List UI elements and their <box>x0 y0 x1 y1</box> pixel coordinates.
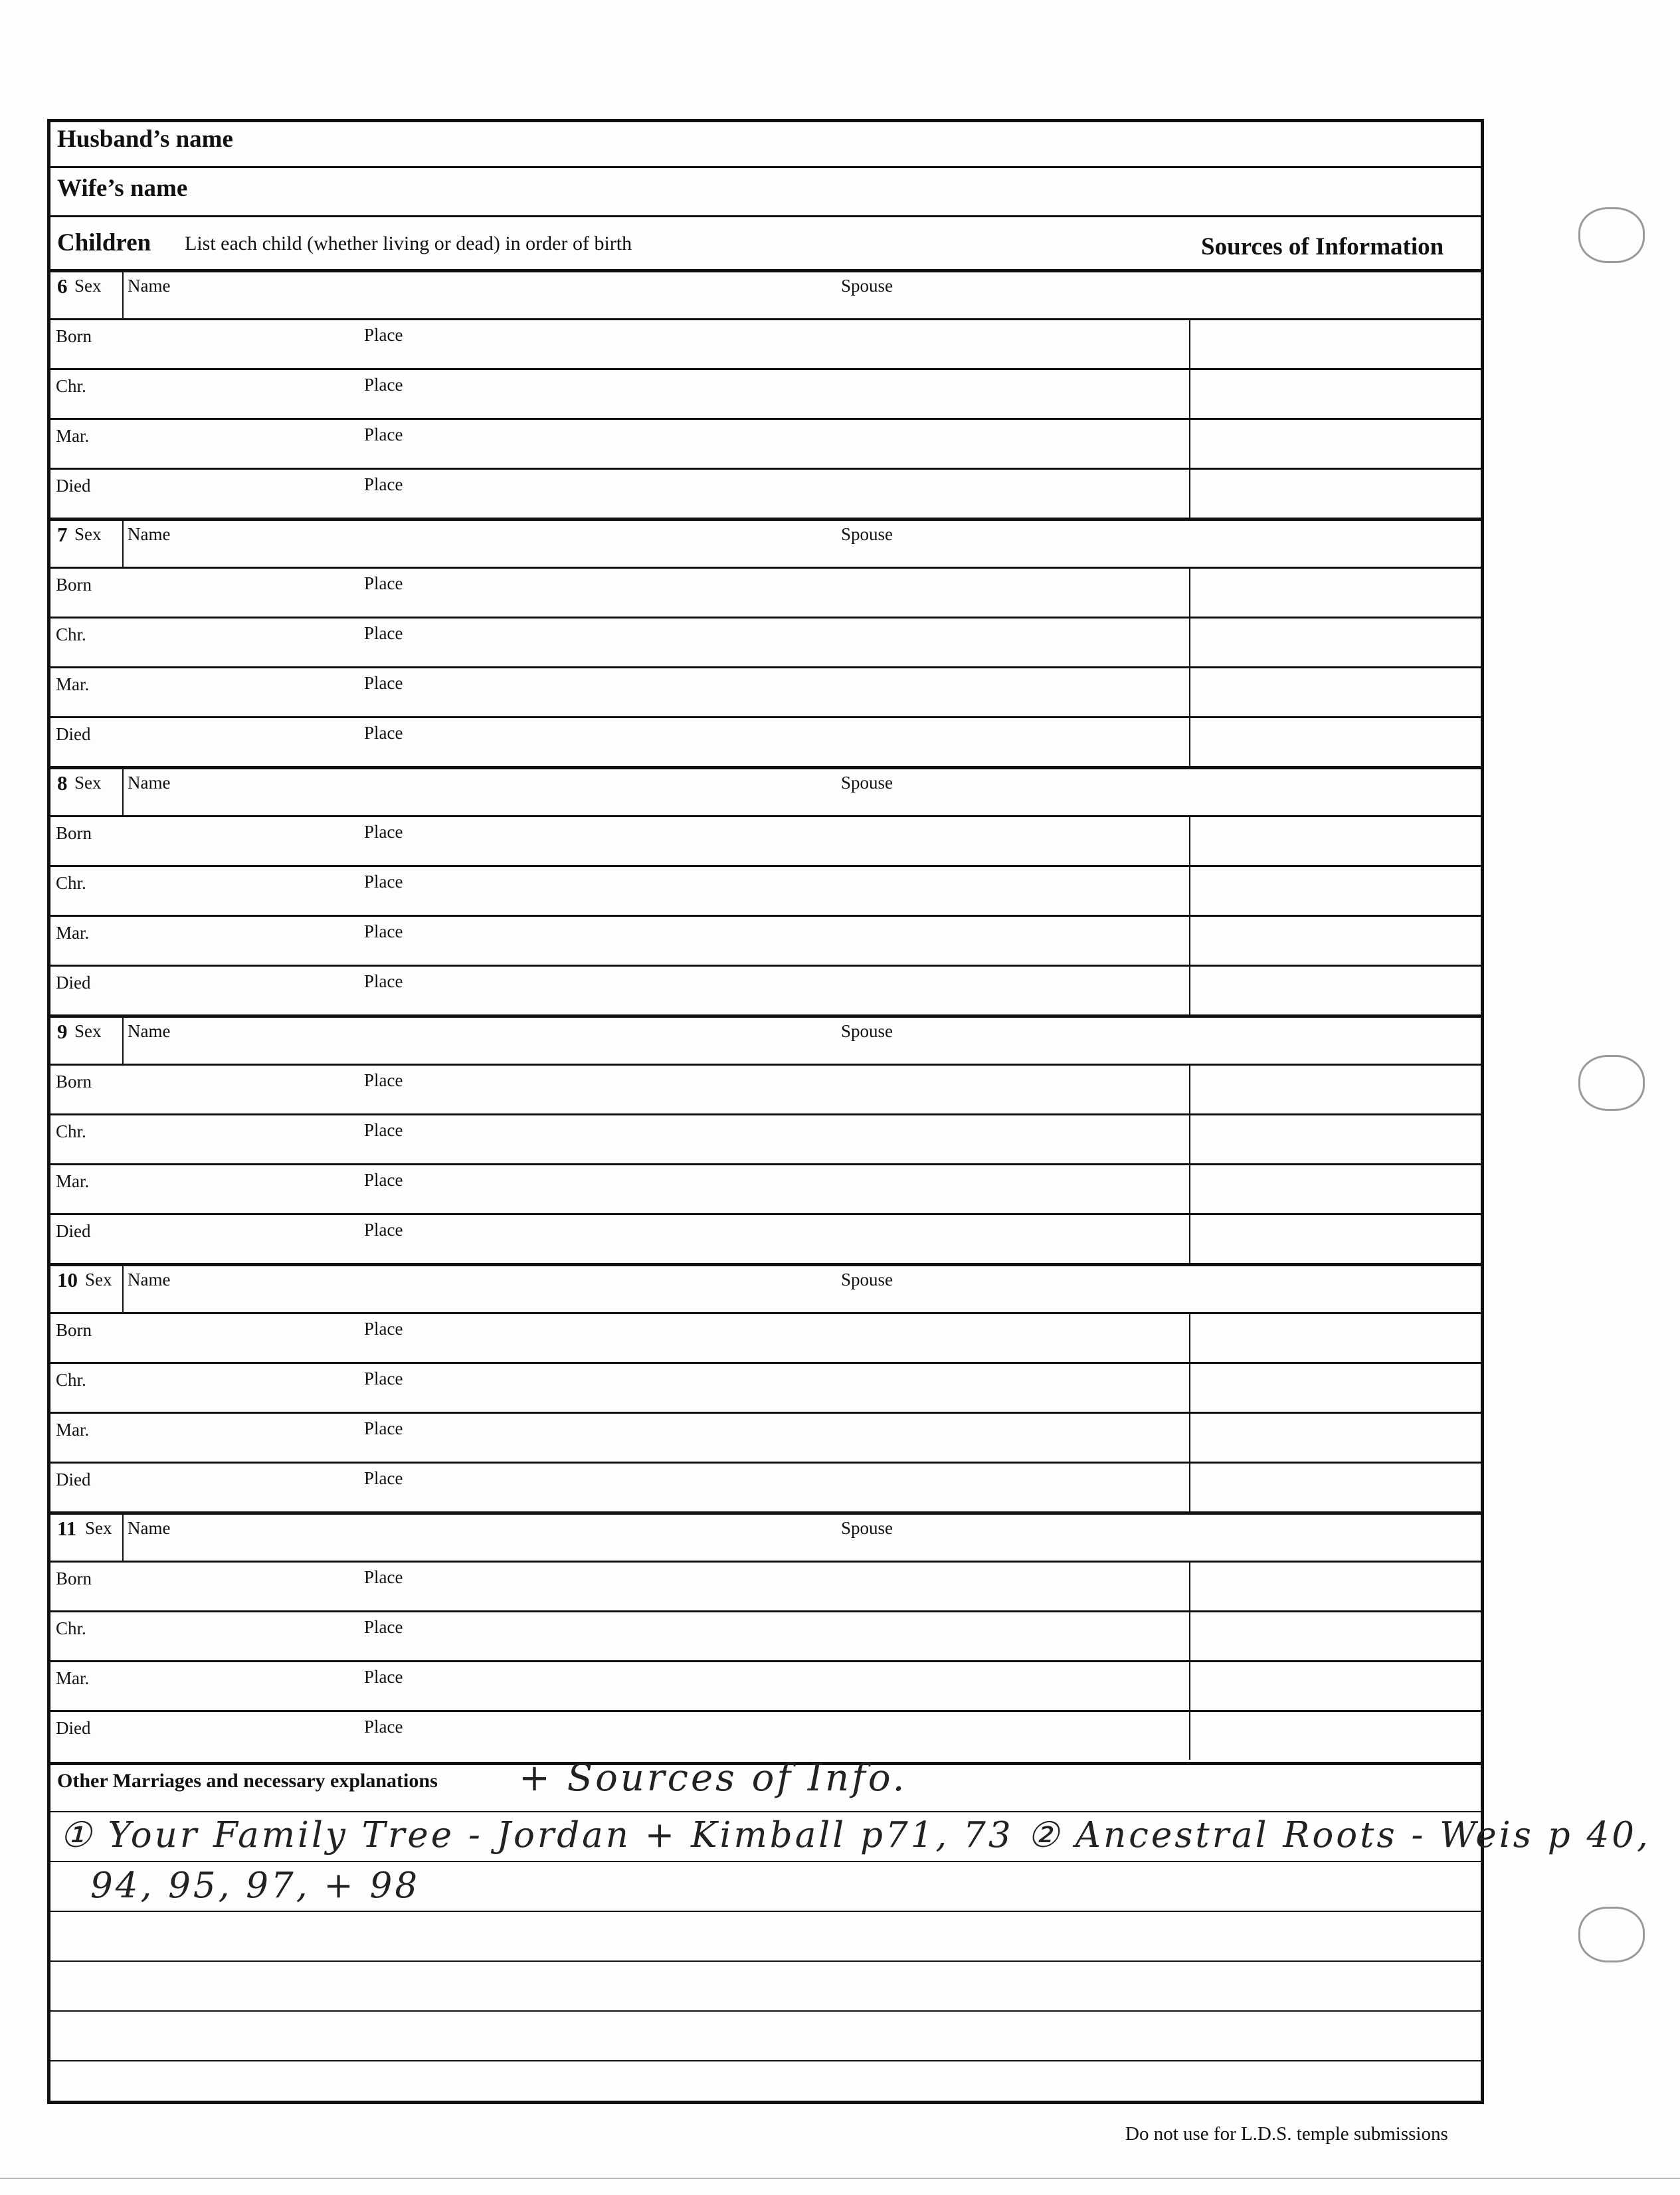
place-label: Place <box>364 1567 403 1587</box>
binder-hole <box>1578 1907 1645 1962</box>
children-instructions: List each child (whether living or dead) in order of birth <box>185 233 632 254</box>
divider <box>50 1064 1481 1066</box>
born-place-field[interactable] <box>429 1315 1180 1358</box>
spouse-label: Spouse <box>841 1270 893 1289</box>
died-date-field[interactable] <box>130 719 349 762</box>
note-line <box>50 2060 1481 2061</box>
chr-date-field[interactable] <box>130 1365 349 1408</box>
scan-edge <box>0 2178 1680 2179</box>
place-label: Place <box>364 623 403 643</box>
born-date-field[interactable] <box>130 818 349 861</box>
died-source-field[interactable] <box>1193 1464 1477 1507</box>
sex-label: Sex <box>85 1518 112 1538</box>
place-label: Place <box>364 425 403 444</box>
divider <box>122 518 124 567</box>
spouse-label: Spouse <box>841 1021 893 1041</box>
other-marriages-label: Other Marriages and necessary explanations <box>57 1770 438 1792</box>
died-label: Died <box>56 1221 91 1241</box>
mar-place-field[interactable] <box>429 1414 1180 1458</box>
died-date-field[interactable] <box>130 1216 349 1259</box>
divider <box>122 1511 124 1561</box>
mar-label: Mar. <box>56 923 90 943</box>
place-label: Place <box>364 673 403 693</box>
place-label: Place <box>364 1319 403 1339</box>
mar-source-field[interactable] <box>1193 1663 1477 1706</box>
divider <box>50 1213 1481 1215</box>
born-place-field[interactable] <box>429 1066 1180 1109</box>
mar-date-field[interactable] <box>130 1166 349 1209</box>
place-label: Place <box>364 1369 403 1388</box>
place-label: Place <box>364 921 403 941</box>
divider <box>50 1362 1481 1364</box>
divider <box>50 1312 1481 1314</box>
born-label: Born <box>56 326 92 346</box>
divider <box>50 1610 1481 1612</box>
died-label: Died <box>56 1718 91 1738</box>
note-line <box>50 2010 1481 2012</box>
died-place-field[interactable] <box>429 719 1180 762</box>
child-number: 10 <box>57 1268 78 1291</box>
died-place-field[interactable] <box>429 1713 1180 1756</box>
place-label: Place <box>364 1418 403 1438</box>
mar-label: Mar. <box>56 1668 90 1688</box>
chr-place-field[interactable] <box>429 868 1180 911</box>
born-source-field[interactable] <box>1193 321 1477 364</box>
place-label: Place <box>364 474 403 494</box>
spouse-label: Spouse <box>841 773 893 793</box>
chr-date-field[interactable] <box>130 371 349 414</box>
died-date-field[interactable] <box>130 470 349 514</box>
divider <box>50 965 1481 967</box>
binder-hole <box>1578 207 1645 263</box>
chr-source-field[interactable] <box>1193 1116 1477 1159</box>
divider <box>50 418 1481 420</box>
died-place-field[interactable] <box>429 1464 1180 1507</box>
mar-date-field[interactable] <box>130 421 349 464</box>
born-label: Born <box>56 1320 92 1340</box>
sources-header: Sources of Information <box>1201 233 1444 260</box>
note-line <box>50 1911 1481 1912</box>
spouse-field[interactable] <box>914 520 1472 563</box>
divider <box>122 1014 124 1064</box>
sex-label: Sex <box>74 276 102 296</box>
family-group-record-form <box>47 119 1651 2104</box>
mar-label: Mar. <box>56 674 90 694</box>
died-place-field[interactable] <box>429 1216 1180 1259</box>
chr-label: Chr. <box>56 624 86 644</box>
husband-name-field[interactable] <box>276 125 1474 165</box>
note-line <box>50 1960 1481 1962</box>
born-source-field[interactable] <box>1193 1315 1477 1358</box>
divider <box>50 617 1481 619</box>
divider <box>50 1561 1481 1563</box>
divider <box>50 815 1481 817</box>
born-place-field[interactable] <box>429 1563 1180 1606</box>
husband-name-label: Husband’s name <box>57 126 233 153</box>
died-source-field[interactable] <box>1193 470 1477 514</box>
mar-date-field[interactable] <box>130 1663 349 1706</box>
chr-label: Chr. <box>56 1121 86 1141</box>
died-label: Died <box>56 476 91 496</box>
divider <box>122 1263 124 1312</box>
handwritten-note-line-1: ① Your Family Tree - Jordan + Kimball p71, 73 ② Ancestral Roots - Weis p 40, <box>60 1815 1651 1856</box>
place-label: Place <box>364 1120 403 1140</box>
child-number: 8 <box>57 771 68 795</box>
born-label: Born <box>56 823 92 843</box>
chr-date-field[interactable] <box>130 868 349 911</box>
born-source-field[interactable] <box>1193 1066 1477 1109</box>
mar-place-field[interactable] <box>429 421 1180 464</box>
born-label: Born <box>56 575 92 595</box>
chr-source-field[interactable] <box>1193 619 1477 662</box>
died-date-field[interactable] <box>130 1713 349 1756</box>
divider <box>50 666 1481 668</box>
chr-source-field[interactable] <box>1193 1613 1477 1656</box>
footer-note: Do not use for L.D.S. temple submissions <box>1125 2123 1448 2145</box>
chr-date-field[interactable] <box>130 619 349 662</box>
divider <box>122 766 124 815</box>
mar-source-field[interactable] <box>1193 421 1477 464</box>
place-label: Place <box>364 1667 403 1687</box>
died-place-field[interactable] <box>429 470 1180 514</box>
mar-source-field[interactable] <box>1193 1166 1477 1209</box>
mar-source-field[interactable] <box>1193 1414 1477 1458</box>
divider <box>50 915 1481 917</box>
place-label: Place <box>364 325 403 345</box>
chr-label: Chr. <box>56 873 86 893</box>
died-place-field[interactable] <box>429 967 1180 1010</box>
chr-place-field[interactable] <box>429 1613 1180 1656</box>
divider <box>50 1113 1481 1115</box>
child-name-field[interactable] <box>183 1266 821 1308</box>
mar-label: Mar. <box>56 1171 90 1191</box>
child-name-label: Name <box>128 524 171 544</box>
spouse-field[interactable] <box>914 272 1472 314</box>
died-label: Died <box>56 1470 91 1489</box>
mar-place-field[interactable] <box>429 1166 1180 1209</box>
wife-name-label: Wife’s name <box>57 175 188 202</box>
chr-place-field[interactable] <box>429 1365 1180 1408</box>
mar-date-field[interactable] <box>130 917 349 961</box>
child-name-field[interactable] <box>183 520 821 563</box>
mar-place-field[interactable] <box>429 669 1180 712</box>
born-source-field[interactable] <box>1193 1563 1477 1606</box>
note-line <box>50 1861 1481 1862</box>
mar-source-field[interactable] <box>1193 669 1477 712</box>
mar-place-field[interactable] <box>429 1663 1180 1706</box>
born-label: Born <box>56 1569 92 1588</box>
chr-label: Chr. <box>56 1370 86 1390</box>
divider <box>50 318 1481 320</box>
place-label: Place <box>364 723 403 743</box>
child-number: 9 <box>57 1020 68 1043</box>
died-label: Died <box>56 973 91 993</box>
chr-source-field[interactable] <box>1193 371 1477 414</box>
mar-place-field[interactable] <box>429 917 1180 961</box>
divider <box>122 269 124 318</box>
spouse-field[interactable] <box>914 1017 1472 1060</box>
chr-source-field[interactable] <box>1193 868 1477 911</box>
child-number: 6 <box>57 274 68 298</box>
mar-label: Mar. <box>56 1420 90 1440</box>
died-date-field[interactable] <box>130 967 349 1010</box>
place-label: Place <box>364 1070 403 1090</box>
place-label: Place <box>364 375 403 395</box>
divider <box>50 368 1481 370</box>
child-name-label: Name <box>128 773 171 793</box>
place-label: Place <box>364 1468 403 1488</box>
sex-label: Sex <box>74 1021 102 1041</box>
divider <box>50 1660 1481 1662</box>
place-label: Place <box>364 872 403 892</box>
divider <box>50 215 1481 217</box>
child-name-field[interactable] <box>183 1514 821 1557</box>
born-source-field[interactable] <box>1193 818 1477 861</box>
child-name-label: Name <box>128 1270 171 1289</box>
divider <box>50 468 1481 470</box>
chr-date-field[interactable] <box>130 1613 349 1656</box>
divider <box>50 1462 1481 1464</box>
mar-date-field[interactable] <box>130 1414 349 1458</box>
divider <box>50 716 1481 718</box>
died-source-field[interactable] <box>1193 1713 1477 1756</box>
sex-label: Sex <box>74 524 102 544</box>
died-source-field[interactable] <box>1193 1216 1477 1259</box>
born-place-field[interactable] <box>429 569 1180 613</box>
children-label: Children <box>57 229 151 256</box>
sex-label: Sex <box>85 1270 112 1289</box>
mar-label: Mar. <box>56 426 90 446</box>
child-name-label: Name <box>128 276 171 296</box>
child-name-field[interactable] <box>183 1017 821 1060</box>
place-label: Place <box>364 822 403 842</box>
chr-date-field[interactable] <box>130 1116 349 1159</box>
divider <box>50 1710 1481 1712</box>
born-source-field[interactable] <box>1193 569 1477 613</box>
born-date-field[interactable] <box>130 569 349 613</box>
chr-place-field[interactable] <box>429 619 1180 662</box>
chr-place-field[interactable] <box>429 371 1180 414</box>
sex-label: Sex <box>74 773 102 793</box>
spouse-field[interactable] <box>914 769 1472 811</box>
wife-name-field[interactable] <box>276 174 1474 214</box>
born-place-field[interactable] <box>429 321 1180 364</box>
spouse-field[interactable] <box>914 1266 1472 1308</box>
child-name-label: Name <box>128 1518 171 1538</box>
handwritten-note-line-2: 94, 95, 97, + 98 <box>90 1865 420 1906</box>
mar-date-field[interactable] <box>130 669 349 712</box>
place-label: Place <box>364 573 403 593</box>
spouse-label: Spouse <box>841 524 893 544</box>
born-date-field[interactable] <box>130 1315 349 1358</box>
child-name-field[interactable] <box>183 769 821 811</box>
note-line <box>50 1811 1481 1812</box>
born-date-field[interactable] <box>130 321 349 364</box>
spouse-field[interactable] <box>914 1514 1472 1557</box>
divider <box>50 865 1481 867</box>
died-source-field[interactable] <box>1193 967 1477 1010</box>
place-label: Place <box>364 1717 403 1737</box>
child-name-label: Name <box>128 1021 171 1041</box>
born-date-field[interactable] <box>130 1066 349 1109</box>
child-number: 7 <box>57 523 68 546</box>
place-label: Place <box>364 971 403 991</box>
chr-label: Chr. <box>56 376 86 396</box>
divider <box>50 166 1481 168</box>
born-place-field[interactable] <box>429 818 1180 861</box>
place-label: Place <box>364 1170 403 1190</box>
chr-place-field[interactable] <box>429 1116 1180 1159</box>
chr-label: Chr. <box>56 1618 86 1638</box>
spouse-label: Spouse <box>841 276 893 296</box>
died-label: Died <box>56 724 91 744</box>
died-source-field[interactable] <box>1193 719 1477 762</box>
died-date-field[interactable] <box>130 1464 349 1507</box>
born-date-field[interactable] <box>130 1563 349 1606</box>
other-marriages-handwritten: + Sources of Info. <box>519 1757 907 1800</box>
binder-hole <box>1578 1055 1645 1111</box>
child-name-field[interactable] <box>183 272 821 314</box>
mar-source-field[interactable] <box>1193 917 1477 961</box>
place-label: Place <box>364 1220 403 1240</box>
divider <box>50 1412 1481 1414</box>
child-number: 11 <box>57 1517 77 1540</box>
born-label: Born <box>56 1072 92 1092</box>
divider <box>50 1163 1481 1165</box>
spouse-label: Spouse <box>841 1518 893 1538</box>
chr-source-field[interactable] <box>1193 1365 1477 1408</box>
divider <box>50 567 1481 569</box>
place-label: Place <box>364 1617 403 1637</box>
